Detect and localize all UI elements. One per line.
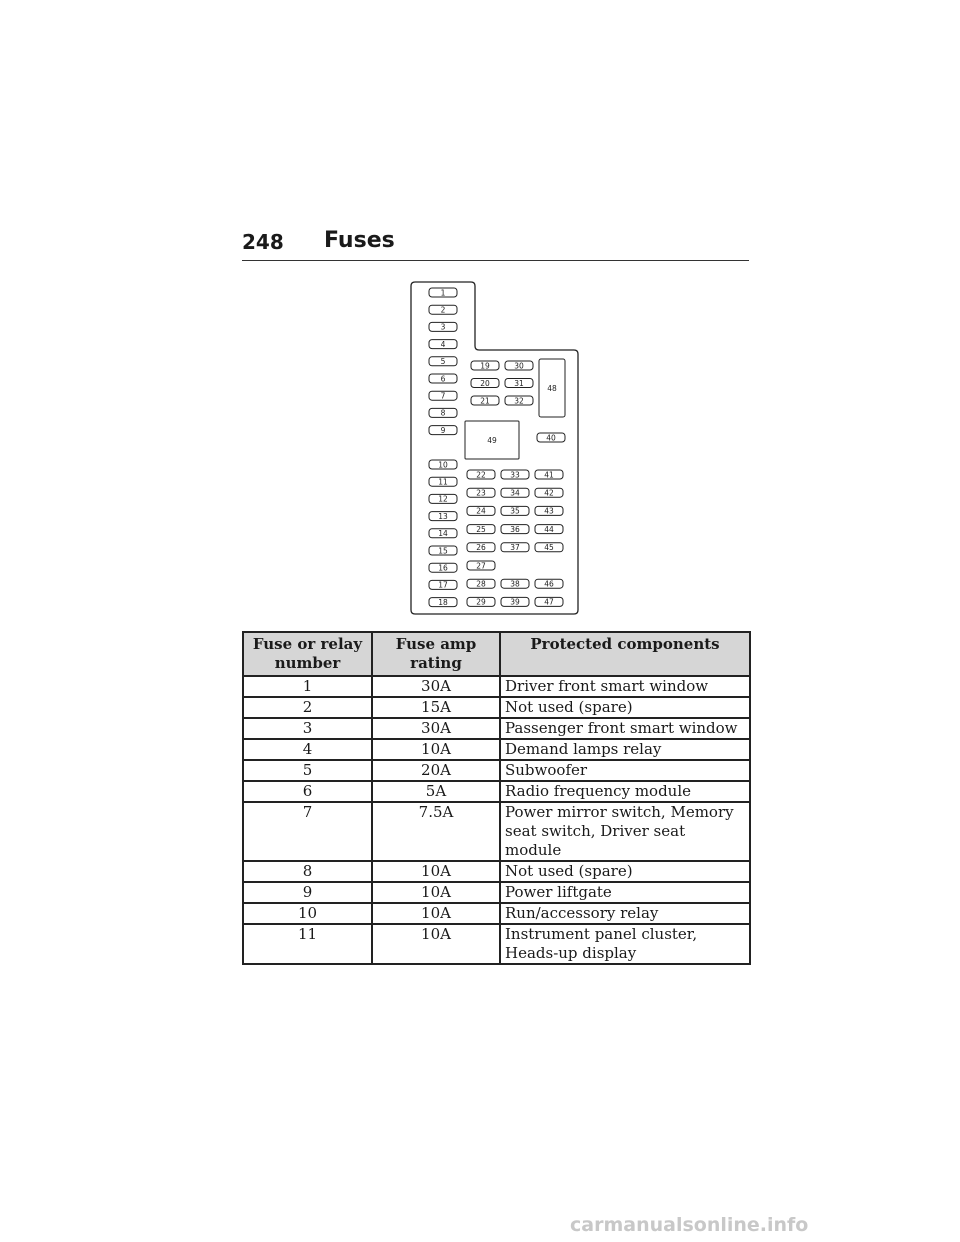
- fuse-46-label: 46: [544, 579, 554, 589]
- protected-components-cell: Instrument panel cluster, Heads-up display: [500, 924, 750, 964]
- fuse-number-cell: 9: [243, 882, 372, 903]
- fuse-panel-diagram: [409, 280, 581, 616]
- fuse-44-label: 44: [544, 524, 554, 534]
- table-row: [243, 882, 750, 903]
- fuse-37-label: 37: [510, 543, 520, 553]
- fuse-31: [505, 379, 533, 388]
- fuse-number-cell: 1: [243, 676, 372, 697]
- fuse-34-label: 34: [510, 488, 520, 498]
- amp-rating-cell: 10A: [372, 739, 500, 760]
- fuse-table: [242, 631, 751, 965]
- fuse-25: [467, 525, 495, 534]
- fuse-13-label: 13: [438, 511, 448, 521]
- fuse-31-label: 31: [514, 378, 524, 388]
- fuse-43: [535, 506, 563, 515]
- table-row: [243, 903, 750, 924]
- amp-rating-cell: 10A: [372, 903, 500, 924]
- fuse-39-label: 39: [510, 597, 520, 607]
- fuse-number-cell: 8: [243, 861, 372, 882]
- fuse-42-label: 42: [544, 488, 554, 498]
- section-title: Fuses: [324, 228, 395, 253]
- fuse-27: [467, 561, 495, 570]
- fuse-14-label: 14: [438, 529, 448, 539]
- protected-components-cell: Power liftgate: [500, 882, 750, 903]
- table-header-row: [243, 632, 750, 676]
- fuse-2: [429, 305, 457, 314]
- fuse-37: [501, 543, 529, 552]
- fuse-3-label: 3: [440, 322, 446, 332]
- fuse-14: [429, 529, 457, 538]
- fuse-41: [535, 470, 563, 479]
- fuse-45-label: 45: [544, 543, 554, 553]
- protected-components-cell: Not used (spare): [500, 697, 750, 718]
- fuse-22: [467, 470, 495, 479]
- fuse-25-label: 25: [476, 524, 486, 534]
- amp-rating-cell: 30A: [372, 718, 500, 739]
- fuse-30-label: 30: [514, 361, 524, 371]
- protected-components-cell: Not used (spare): [500, 861, 750, 882]
- protected-components-cell: Radio frequency module: [500, 781, 750, 802]
- fuse-29-label: 29: [476, 597, 486, 607]
- fuse-10-label: 10: [438, 460, 448, 470]
- fuse-28: [467, 579, 495, 588]
- fuse-15: [429, 546, 457, 555]
- fuse-number-cell: 6: [243, 781, 372, 802]
- amp-rating-cell: 30A: [372, 676, 500, 697]
- fuse-26: [467, 543, 495, 552]
- fuse-39: [501, 597, 529, 606]
- table-row: [243, 924, 750, 964]
- amp-rating-cell: 15A: [372, 697, 500, 718]
- fuse-12-label: 12: [438, 494, 448, 504]
- table-row: [243, 718, 750, 739]
- fuse-10: [429, 460, 457, 469]
- fuse-40: [537, 433, 565, 442]
- fuse-24-label: 24: [476, 506, 486, 516]
- watermark: carmanualsonline.info: [570, 1214, 809, 1236]
- protected-components-cell: Demand lamps relay: [500, 739, 750, 760]
- fuse-47-label: 47: [544, 597, 554, 607]
- fuse-6: [429, 374, 457, 383]
- amp-rating-cell: 10A: [372, 924, 500, 964]
- fuse-13: [429, 512, 457, 521]
- fuse-16: [429, 563, 457, 572]
- fuse-12: [429, 494, 457, 503]
- relay-49: [465, 421, 519, 459]
- amp-rating-cell: 7.5A: [372, 802, 500, 861]
- fuse-29: [467, 597, 495, 606]
- protected-components-cell: Passenger front smart window: [500, 718, 750, 739]
- fuse-9: [429, 426, 457, 435]
- fuse-35-label: 35: [510, 506, 520, 516]
- fuse-number-cell: 4: [243, 739, 372, 760]
- fuse-5-label: 5: [440, 357, 446, 367]
- fuse-44: [535, 525, 563, 534]
- fuse-16-label: 16: [438, 563, 448, 573]
- amp-rating-cell: 20A: [372, 760, 500, 781]
- fuse-36-label: 36: [510, 524, 520, 534]
- amp-rating-cell: 10A: [372, 882, 500, 903]
- fuse-18: [429, 598, 457, 607]
- table-row: [243, 861, 750, 882]
- relay-48-label: 48: [547, 383, 557, 393]
- fuse-20-label: 20: [480, 378, 490, 388]
- fuse-21-label: 21: [480, 396, 490, 406]
- table-row: [243, 781, 750, 802]
- amp-rating-cell: 10A: [372, 861, 500, 882]
- fuse-42: [535, 488, 563, 497]
- amp-rating-cell: 5A: [372, 781, 500, 802]
- fuse-4-label: 4: [440, 339, 446, 349]
- fuse-38: [501, 579, 529, 588]
- fuse-18-label: 18: [438, 597, 448, 607]
- fuse-19: [471, 361, 499, 370]
- fuse-24: [467, 506, 495, 515]
- fuse-26-label: 26: [476, 543, 486, 553]
- protected-components-cell: Power mirror switch, Memory seat switch, Driver seat module: [500, 802, 750, 861]
- fuse-8-label: 8: [440, 408, 446, 418]
- fuse-32-label: 32: [514, 396, 524, 406]
- fuse-7: [429, 391, 457, 400]
- fuse-number-cell: 7: [243, 802, 372, 861]
- fuse-32: [505, 396, 533, 405]
- fuse-35: [501, 506, 529, 515]
- fuse-43-label: 43: [544, 506, 554, 516]
- fuse-30: [505, 361, 533, 370]
- fuse-22-label: 22: [476, 470, 486, 480]
- fuse-47: [535, 597, 563, 606]
- table-row: [243, 676, 750, 697]
- page-number: 248: [242, 230, 284, 254]
- fuse-2-label: 2: [440, 305, 446, 315]
- fuse-number-cell: 11: [243, 924, 372, 964]
- fuse-41-label: 41: [544, 470, 554, 480]
- fuse-27-label: 27: [476, 561, 486, 571]
- fuse-number-cell: 2: [243, 697, 372, 718]
- header-protected-components: Protected components: [500, 632, 750, 676]
- fuse-19-label: 19: [480, 361, 490, 371]
- fuse-number-cell: 3: [243, 718, 372, 739]
- fuse-17-label: 17: [438, 580, 448, 590]
- fuse-23: [467, 488, 495, 497]
- relay-49-label: 49: [487, 435, 497, 445]
- table-row: [243, 697, 750, 718]
- fuse-33-label: 33: [510, 470, 520, 480]
- fuse-7-label: 7: [440, 391, 446, 401]
- fuse-40-label: 40: [546, 433, 556, 443]
- protected-components-cell: Driver front smart window: [500, 676, 750, 697]
- fuse-6-label: 6: [440, 374, 446, 384]
- fuse-33: [501, 470, 529, 479]
- fuse-38-label: 38: [510, 579, 520, 589]
- relay-48: [539, 359, 565, 417]
- fuse-3: [429, 322, 457, 331]
- page-header: [242, 228, 749, 261]
- header-amp-rating: Fuse amp rating: [372, 632, 500, 676]
- protected-components-cell: Run/accessory relay: [500, 903, 750, 924]
- fuse-11: [429, 477, 457, 486]
- protected-components-cell: Subwoofer: [500, 760, 750, 781]
- fuse-4: [429, 340, 457, 349]
- fuse-panel-svg: [409, 280, 581, 616]
- fuse-23-label: 23: [476, 488, 486, 498]
- fuse-number-cell: 10: [243, 903, 372, 924]
- fuse-9-label: 9: [440, 425, 446, 435]
- table-row: [243, 802, 750, 861]
- fuse-8: [429, 408, 457, 417]
- header-fuse-number: Fuse or relay number: [243, 632, 372, 676]
- fuse-20: [471, 379, 499, 388]
- fuse-15-label: 15: [438, 546, 448, 556]
- fuse-1-label: 1: [440, 288, 446, 298]
- fuse-46: [535, 579, 563, 588]
- fuse-21: [471, 396, 499, 405]
- fuse-11-label: 11: [438, 477, 448, 487]
- fuse-28-label: 28: [476, 579, 486, 589]
- fuse-36: [501, 525, 529, 534]
- fuse-34: [501, 488, 529, 497]
- fuse-1: [429, 288, 457, 297]
- table-row: [243, 760, 750, 781]
- fuse-17: [429, 580, 457, 589]
- fuse-45: [535, 543, 563, 552]
- fuse-number-cell: 5: [243, 760, 372, 781]
- fuse-5: [429, 357, 457, 366]
- table-row: [243, 739, 750, 760]
